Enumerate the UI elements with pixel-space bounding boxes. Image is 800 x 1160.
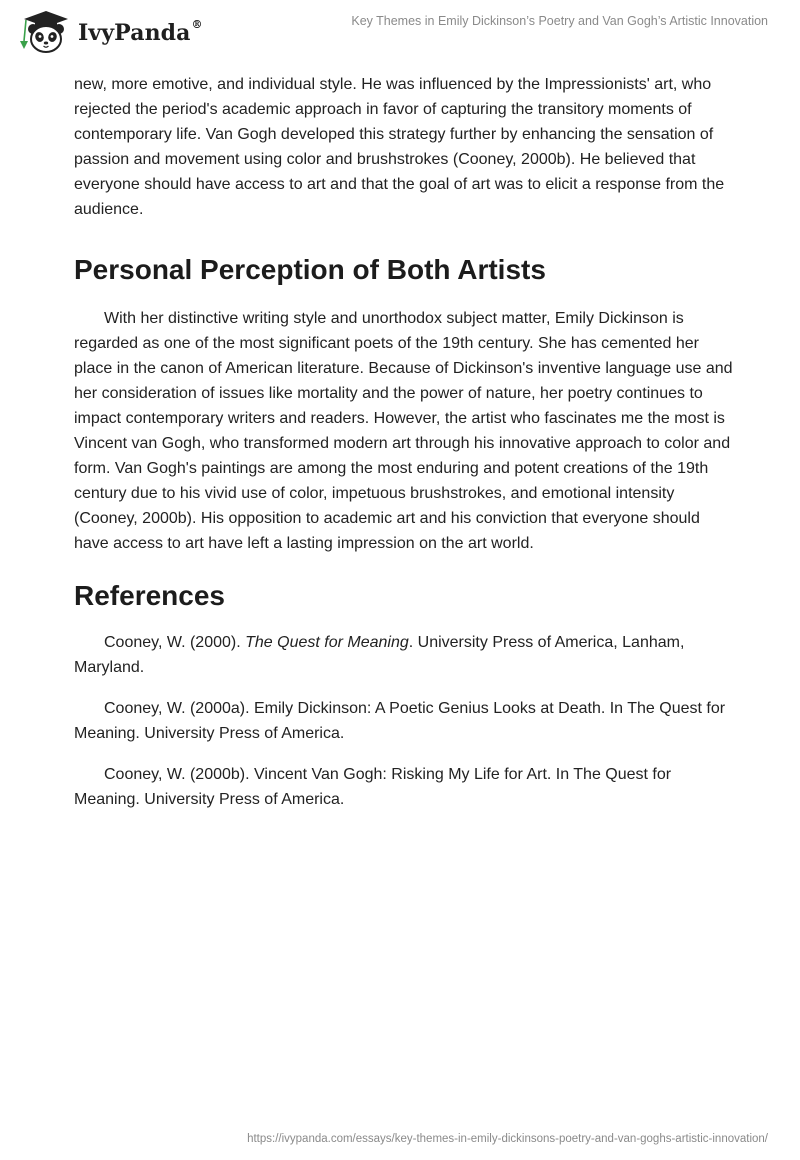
document-title: Key Themes in Emily Dickinson’s Poetry and Van Gogh’s Artistic Innovation (351, 14, 768, 28)
reference-item: Cooney, W. (2000b). Vincent Van Gogh: Risking My Life for Art. In The Quest for Meaning. University Press of America. (74, 766, 672, 808)
section-paragraph: With her distinctive writing style and unorthodox subject matter, Emily Dickinson is regarded as one of the most significant poets of the 19th century. She has cemented her place in the canon of American literature. Because of Dickinson's inventive language use and her consideration of issues like mortality and the power of nature, her poetry continues to impact contemporary writers and readers. However, the artist who fascinates me the most is Vincent van Gogh, who transformed modern art through his innovative approach to color and form. Van Gogh's paintings are among the most enduring and potent creations of the 19th century due to his vivid use of color, impetuous brushstrokes, and emotional intensity (Cooney, 2000b). His opposition to academic art and his conviction that everyone should have access to art have left a lasting impression on the art world. (74, 310, 733, 552)
panda-graduate-icon (16, 9, 76, 55)
references-heading: References (74, 580, 225, 611)
reference-item: Cooney, W. (2000). The Quest for Meaning. University Press of America, Lanham, Maryland. (74, 634, 685, 676)
continued-paragraph: new, more emotive, and individual style. He was influenced by the Impressionists' art, who rejected the period's academic approach in favor of capturing the transitory moments of contemporary life. Van Gogh developed this strategy further by enhancing the sensation of passion and movement using color and brushstrokes (Cooney, 2000b). He believed that everyone should have access to art and that the goal of art was to elicit a response from the audience. (74, 76, 725, 218)
page-header (0, 0, 800, 62)
references-section (74, 578, 734, 812)
ivypanda-logo[interactable] (16, 9, 203, 55)
reference-item: Cooney, W. (2000a). Emily Dickinson: A Poetic Genius Looks at Death. In The Quest for Meaning. University Press of America. (74, 700, 726, 742)
logo-wordmark: IvyPanda® (78, 17, 203, 46)
section-heading-personal-perception: Personal Perception of Both Artists (74, 254, 546, 285)
essay-content (74, 72, 734, 828)
source-url-link[interactable]: https://ivypanda.com/essays/key-themes-in-emily-dickinsons-poetry-and-van-goghs-artistic-innovation/ (247, 1133, 768, 1145)
